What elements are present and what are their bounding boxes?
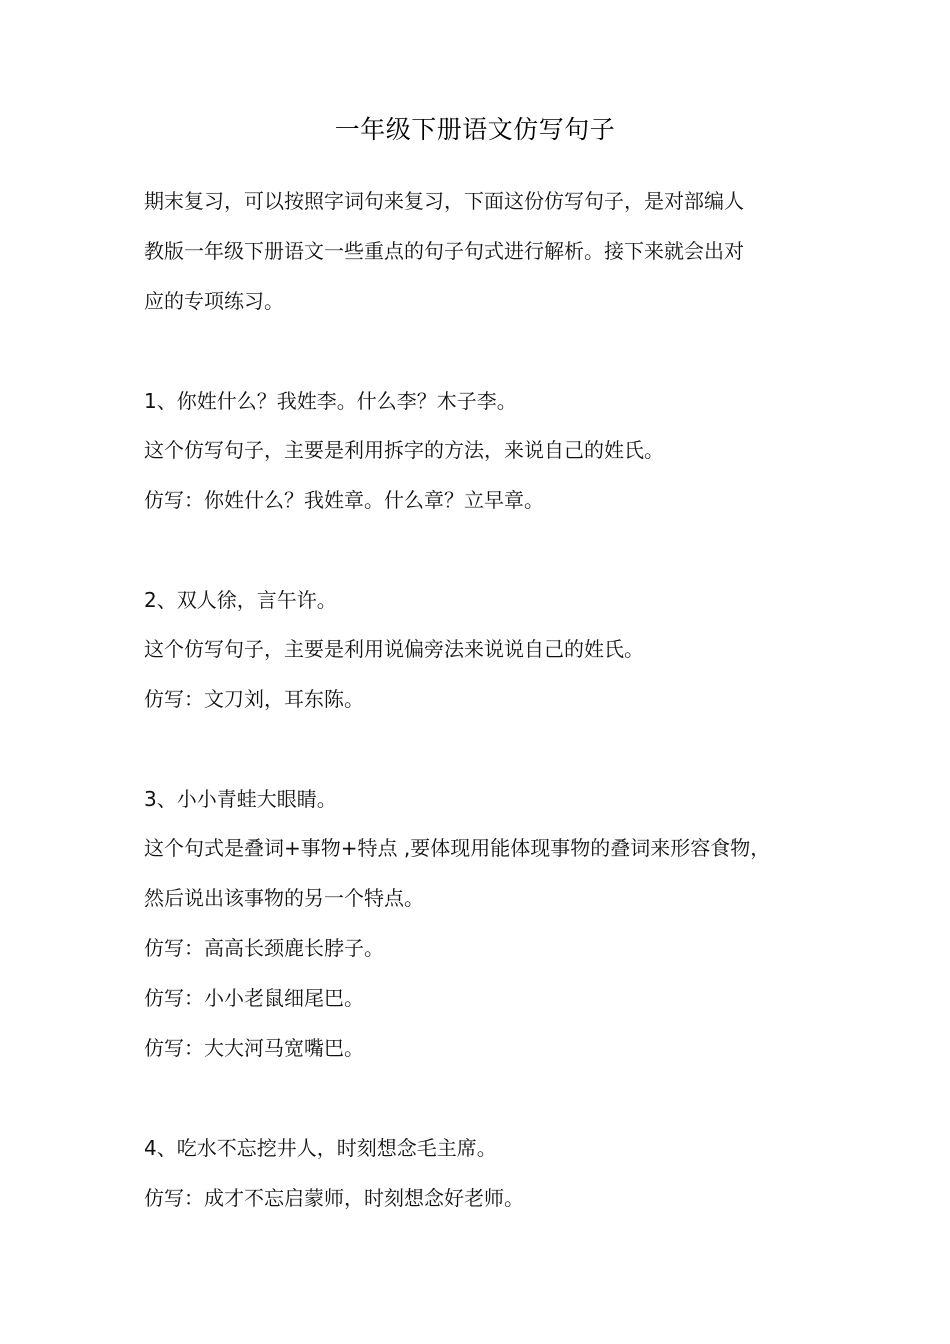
intro-line-2: 教版一年级下册语文一些重点的句子句式进行解析。接下来就会出对 xyxy=(144,239,744,263)
intro-line-1: 期末复习，可以按照字词句来复习，下面这份仿写句子，是对部编人 xyxy=(144,189,744,213)
section-2-explanation: 这个仿写句子，主要是利用说偏旁法来说说自己的姓氏。 xyxy=(144,637,644,661)
section-3-example-3: 仿写：大大河马宽嘴巴。 xyxy=(144,1036,364,1060)
section-1-heading: 1、你姓什么？我姓李。什么李？木子李。 xyxy=(144,389,517,413)
intro-line-3: 应的专项练习。 xyxy=(144,289,284,313)
page-title: 一年级下册语文仿写句子 xyxy=(334,115,616,144)
section-3-explanation-line-1: 这个句式是叠词+事物+特点 ,要体现用能体现事物的叠词来形容食物， xyxy=(144,836,771,860)
section-4-heading: 4、吃水不忘挖井人，时刻想念毛主席。 xyxy=(144,1136,497,1160)
section-2-example: 仿写：文刀刘，耳东陈。 xyxy=(144,687,364,711)
section-3-explanation-line-2: 然后说出该事物的另一个特点。 xyxy=(144,886,424,910)
section-3-heading: 3、小小青蛙大眼睛。 xyxy=(144,787,337,811)
section-2-heading: 2、双人徐，言午许。 xyxy=(144,588,337,612)
section-4-example: 仿写：成才不忘启蒙师，时刻想念好老师。 xyxy=(144,1186,524,1210)
section-3-example-2: 仿写：小小老鼠细尾巴。 xyxy=(144,986,364,1010)
section-3-example-1: 仿写：高高长颈鹿长脖子。 xyxy=(144,936,384,960)
section-1-example: 仿写：你姓什么？我姓章。什么章？立早章。 xyxy=(144,488,544,512)
section-1-explanation: 这个仿写句子，主要是利用拆字的方法，来说自己的姓氏。 xyxy=(144,438,664,462)
